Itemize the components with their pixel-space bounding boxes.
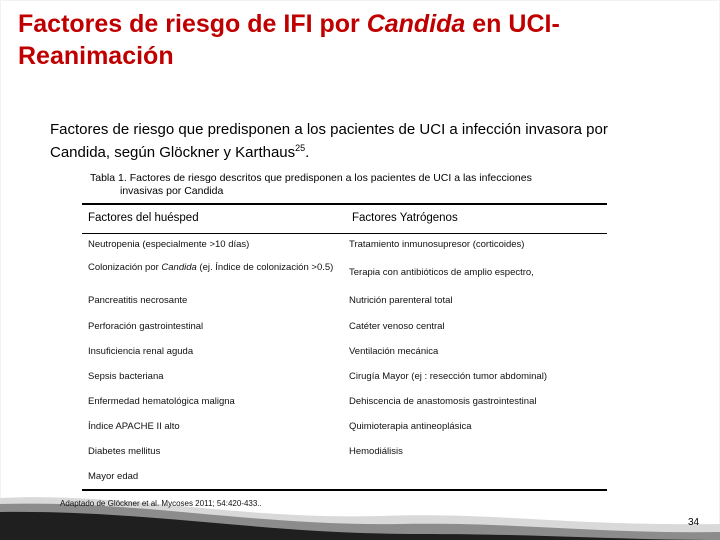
footer-graphic [0, 490, 720, 540]
iatrogenic-factor-cell: Dehiscencia de anastomosis gastrointestinal [349, 396, 537, 407]
host-factor-cell: Enfermedad hematológica maligna [88, 396, 235, 407]
host-factor-cell: Pancreatitis necrosante [88, 295, 188, 306]
page-number: 34 [688, 517, 700, 528]
title-part2: en UCI-Reanimación [18, 10, 560, 70]
iatrogenic-factor-cell: Quimioterapia antineoplásica [349, 421, 472, 432]
host-factor-cell: Neutropenia (especialmente >10 días) [88, 239, 250, 250]
header-host-factors: Factores del huésped [88, 212, 199, 224]
caption-line1: Tabla 1. Factores de riesgo descritos que predisponen a los pacientes de UCI a las infecciones [90, 172, 532, 184]
iatrogenic-factor-cell: Catéter venoso central [349, 321, 445, 332]
header-iatrogenic-factors: Factores Yatrógenos [352, 212, 458, 224]
host-factor-cell: Diabetes mellitus [88, 446, 161, 457]
caption-line2: invasivas por Candida [120, 185, 224, 197]
iatrogenic-factor-cell: Hemodiálisis [349, 446, 403, 457]
title-italic-candida: Candida [366, 10, 466, 38]
intro-end: . [305, 144, 310, 161]
host-factor-cell: Mayor edad [88, 471, 139, 482]
table-header-rule [82, 233, 607, 234]
host-factor-cell: Índice APACHE II alto [88, 421, 180, 432]
host-factor-cell: Insuficiencia renal aguda [88, 346, 194, 357]
candida-italic: Candida [161, 262, 197, 273]
table-top-rule [82, 203, 607, 205]
source-footnote: Adaptado de Glöckner et al. Mycoses 2011; 54:420-433.. [60, 499, 262, 508]
host-factor-cell: Sepsis bacteriana [88, 371, 164, 382]
host-factor-cell: Perforación gastrointestinal [88, 321, 204, 332]
intro-reference: 25 [295, 143, 306, 153]
footer-wave-graphic [0, 490, 720, 540]
iatrogenic-factor-cell: Terapia con antibióticos de amplio espectro, [349, 267, 534, 278]
iatrogenic-factor-cell: Cirugía Mayor (ej : resección tumor abdominal) [349, 371, 547, 382]
table-caption [90, 172, 610, 198]
host-factor-cell: Colonización por Candida (ej. Índice de colonización >0.5) [88, 262, 334, 273]
iatrogenic-factor-cell: Nutrición parenteral total [349, 295, 453, 306]
slide-title [18, 8, 698, 72]
title-part1: Factores de riesgo de IFI por [18, 10, 367, 38]
iatrogenic-factor-cell: Tratamiento inmunosupresor (corticoides) [349, 239, 525, 250]
iatrogenic-factor-cell: Ventilación mecánica [349, 346, 439, 357]
intro-paragraph [50, 118, 610, 164]
intro-text: Factores de riesgo que predisponen a los pacientes de UCI a infección invasora por Candida, según Glöckner y Karthaus [50, 121, 608, 161]
